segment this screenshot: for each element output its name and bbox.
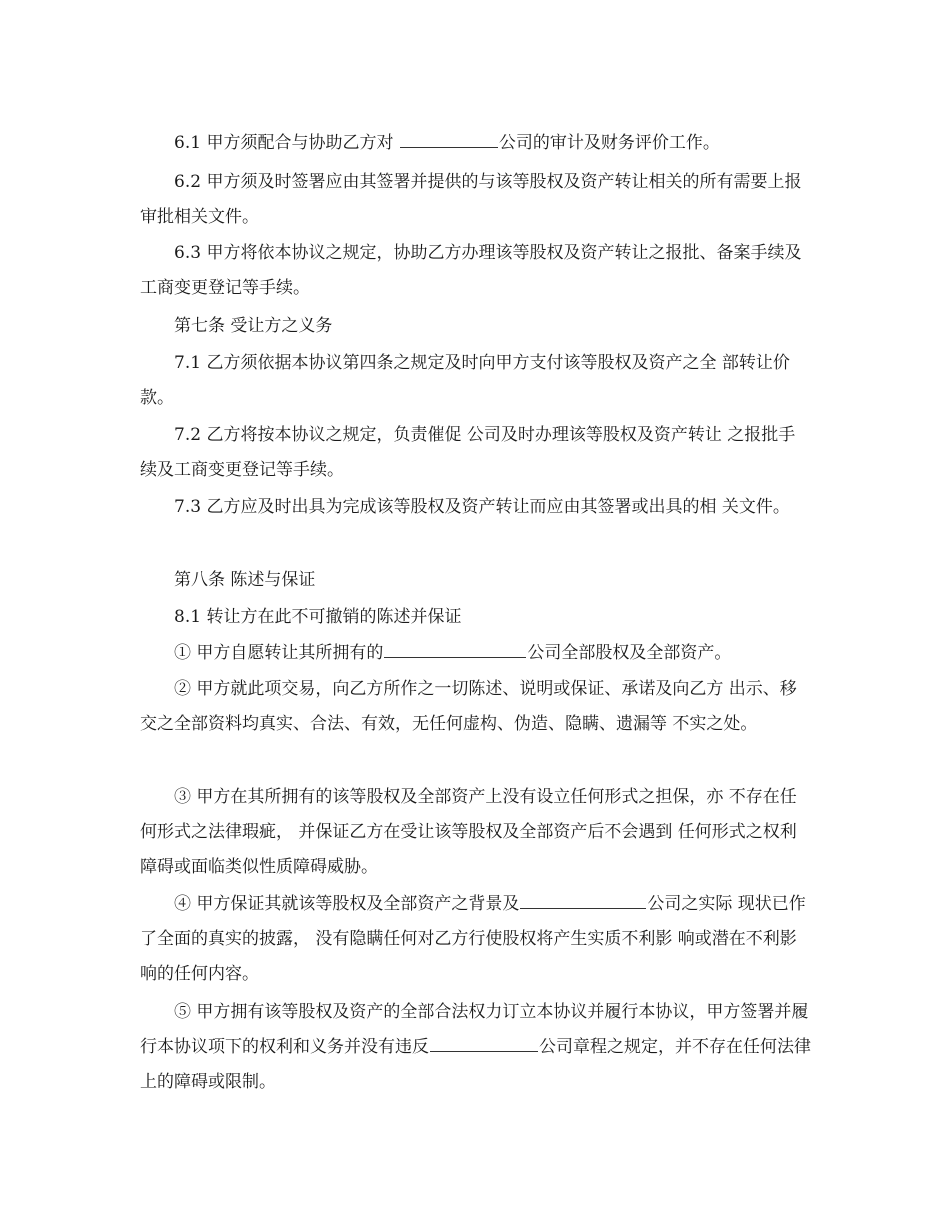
clause-6-1-before: 6.1 甲方须配合与协助乙方对 (174, 133, 399, 153)
covenant-2: ② 甲方就此项交易，向乙方所作之一切陈述、说明或保证、承诺及向乙方 出示、移交之全部资料均真实、合法、有效，无任何虚构、伪造、隐瞒、遗漏等 不实之处。 (140, 679, 797, 734)
blank-line (520, 891, 646, 909)
clause-7-2: 7.2 乙方将按本协议之规定，负责催促 公司及时办理该等股权及资产转让 之报批手续及工商变更登记等手续。 (140, 425, 796, 480)
covenant-4 (140, 887, 812, 992)
article-8-heading: 第八条 陈述与保证 (174, 570, 316, 590)
clause-7-1: 7.1 乙方须依据本协议第四条之规定及时向甲方支付该等股权及资产之全 部转让价款。 (140, 353, 790, 408)
covenant-5-after: 公司章程之规定，并不存在任何法律上的障碍或限制。 (140, 1037, 811, 1092)
covenant-5 (140, 995, 812, 1100)
covenant-3: ③ 甲方在其所拥有的该等股权及全部资产上没有设立任何形式之担保，亦 不存在任何形式之法律瑕疵， 并保证乙方在受让该等股权及全部资产后不会遇到 任何形式之权利障碍或面临类似性质障碍威胁。 (140, 787, 797, 877)
covenant-4-after: 公司之实际 现状已作了全面的真实的披露， 没有隐瞒任何对乙方行使股权将产生实质不利影 响或潜在不利影响的任何内容。 (140, 894, 806, 984)
clause-8-1: 8.1 转让方在此不可撤销的陈述并保证 (174, 607, 462, 627)
covenant-1-after: 公司全部股权及全部资产。 (527, 643, 732, 663)
article-7-heading: 第七条 受让方之义务 (174, 316, 333, 336)
clause-6-3: 6.3 甲方将依本协议之规定，协助乙方办理该等股权及资产转让之报批、备案手续及工商变更登记等手续。 (140, 243, 802, 298)
covenant-1 (140, 636, 812, 671)
blank-line (400, 130, 498, 148)
clause-6-1-after: 公司的审计及财务评价工作。 (498, 133, 720, 153)
covenant-5-before: ⑤ 甲方拥有该等股权及资产的全部合法权力订立本协议并履行本协议，甲方签署并履行本协议项下的权利和义务并没有违反 (140, 1002, 809, 1057)
clause-6-2: 6.2 甲方须及时签署应由其签署并提供的与该等股权及资产转让相关的所有需要上报审批相关文件。 (140, 172, 802, 227)
blank-line (384, 640, 526, 658)
covenant-4-before: ④ 甲方保证其就该等股权及全部资产之背景及 (174, 894, 520, 914)
covenant-1-before: ① 甲方自愿转让其所拥有的 (174, 643, 384, 663)
clause-7-3: 7.3 乙方应及时出具为完成该等股权及资产转让而应由其签署或出具的相 关文件。 (174, 497, 790, 517)
blank-line (430, 1034, 538, 1052)
clause-6-1 (140, 126, 812, 161)
